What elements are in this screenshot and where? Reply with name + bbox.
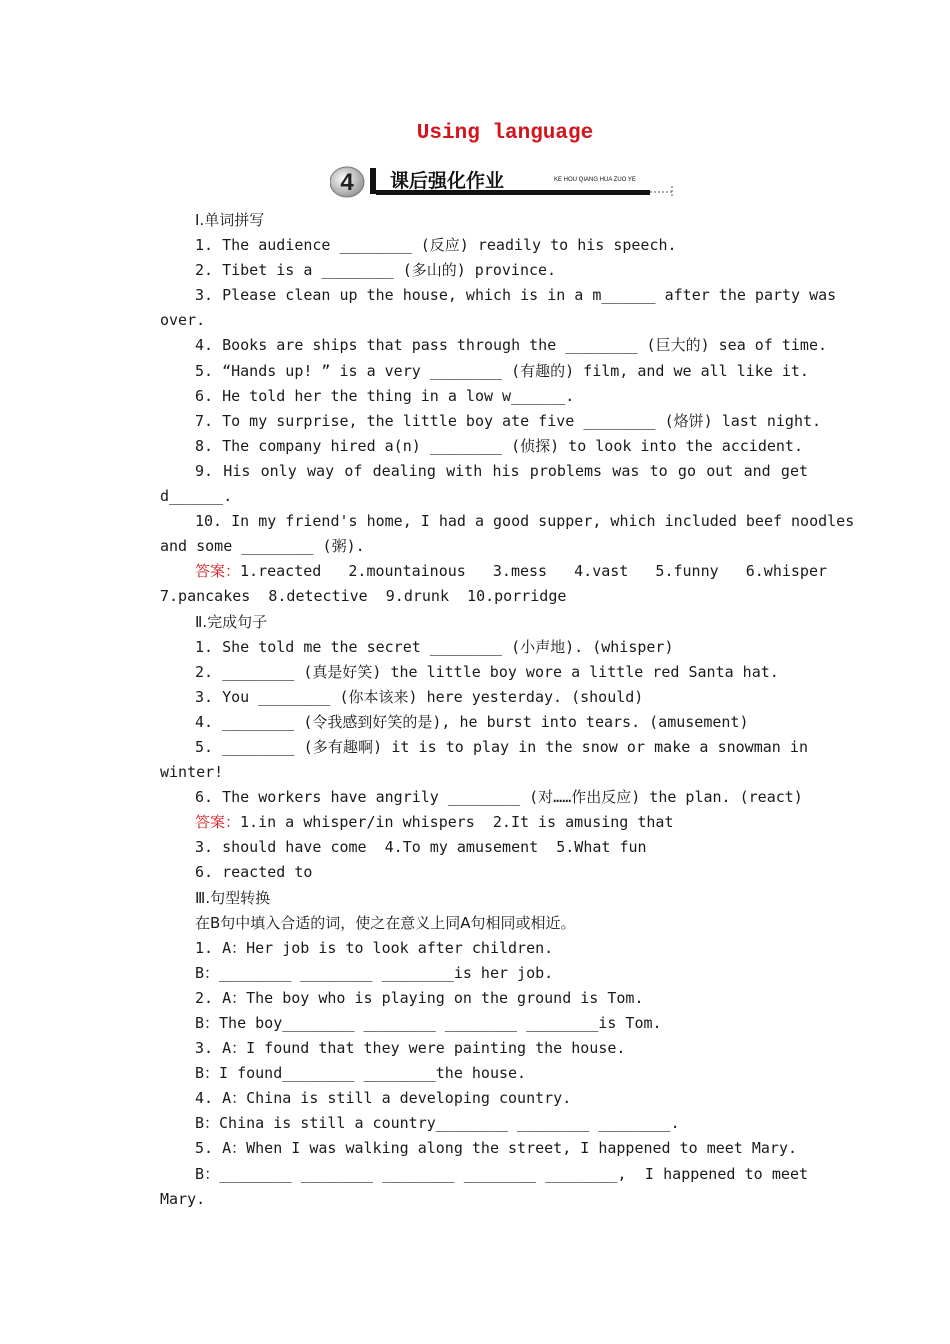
answer-label: 答案：: [195, 562, 241, 581]
question-line: B：I found________ ________the house.: [195, 1064, 527, 1083]
question-line: 5. A：When I was walking along the street, I happened to meet Mary.: [195, 1139, 797, 1158]
section-heading: Ⅲ.句型转换: [195, 888, 271, 907]
answer-line: [160, 810, 808, 835]
question-line: 3. You ________ (你本该来) here yesterday. (should): [195, 687, 644, 706]
question-line: B：The boy________ ________ ________ ________is Tom.: [195, 1014, 662, 1032]
answer-line: 7.pancakes 8.detective 9.drunk 10.porridge: [160, 587, 567, 606]
answer-text: 1.reacted 2.mountainous 3.mess 4.vast 5.funny 6.whisper: [240, 562, 828, 581]
question-line: 1. The audience ________ (反应) readily to his speech.: [195, 236, 677, 255]
question-line: 5. “Hands up! ” is a very ________ (有趣的) film, and we all like it.: [195, 361, 809, 380]
question-line: 2. ________ (真是好笑) the little boy wore a little red Santa hat.: [195, 662, 779, 681]
question-line: 4. Books are ships that pass through the ________ (巨大的) sea of time.: [195, 336, 827, 355]
question-line: d______.: [160, 487, 233, 506]
question-line: 2. Tibet is a ________ (多山的) province.: [195, 261, 557, 280]
section-banner: [330, 162, 675, 200]
question-line: 4. A：China is still a developing country.: [195, 1089, 572, 1108]
question-line: and some ________ (粥).: [160, 537, 365, 556]
question-line: over.: [160, 311, 206, 330]
question-line: 3. A：I found that they were painting the house.: [195, 1039, 626, 1058]
question-line: Mary.: [160, 1189, 206, 1208]
page-title: Using language: [416, 122, 594, 145]
banner-pinyin: KE HOU QIANG HUA ZUO YE: [554, 177, 636, 183]
question-line: 6. He told her the thing in a low w______.: [195, 386, 575, 405]
question-line: B：________ ________ ________is her job.: [195, 963, 554, 982]
exercise-body: [160, 208, 855, 1212]
question-line: 9. His only way of dealing with his problems was to go out and get: [195, 461, 808, 480]
answer-line: [160, 559, 828, 584]
question-line: 2. A：The boy who is playing on the ground is Tom.: [195, 988, 644, 1007]
answer-label: 答案：: [195, 813, 241, 832]
question-line: 10. In my friend's home, I had a good supper, which included beef noodles: [195, 512, 855, 531]
question-line: 7. To my surprise, the little boy ate five ________ (烙饼) last night.: [195, 411, 822, 430]
question-line: 4. ________ (令我感到好笑的是), he burst into tears. (amusement): [195, 712, 749, 731]
question-line: winter!: [160, 763, 224, 782]
banner-text: 课后强化作业: [390, 170, 505, 192]
question-line: 8. The company hired a(n) ________ (侦探) to look into the accident.: [195, 436, 803, 455]
instruction-text: 在B句中填入合适的词，使之在意义上同A句相同或相近。: [195, 913, 576, 932]
section-heading: Ⅰ.单词拼写: [195, 211, 265, 229]
question-line: 1. A：Her job is to look after children.: [195, 938, 554, 957]
answer-text: 1.in a whisper/in whispers 2.It is amusing that: [240, 813, 674, 832]
question-line: 3. Please clean up the house, which is in a m______ after the party was: [195, 286, 837, 305]
question-line: 5. ________ (多有趣啊) it is to play in the snow or make a snowman in: [195, 737, 808, 756]
answer-line: 6. reacted to: [195, 863, 313, 882]
answer-line: 3. should have come 4.To my amusement 5.What fun: [195, 838, 647, 857]
banner-number: 4: [340, 169, 354, 196]
question-line: 1. She told me the secret ________ (小声地). (whisper): [195, 637, 674, 656]
question-line: 6. The workers have angrily ________ (对……作出反应) the plan. (react): [195, 788, 803, 807]
question-line: B：________ ________ ________ ________ ________, I happened to meet: [195, 1164, 808, 1183]
section-heading: Ⅱ.完成句子: [195, 612, 268, 631]
question-line: B：China is still a country________ ________ ________.: [195, 1114, 680, 1133]
